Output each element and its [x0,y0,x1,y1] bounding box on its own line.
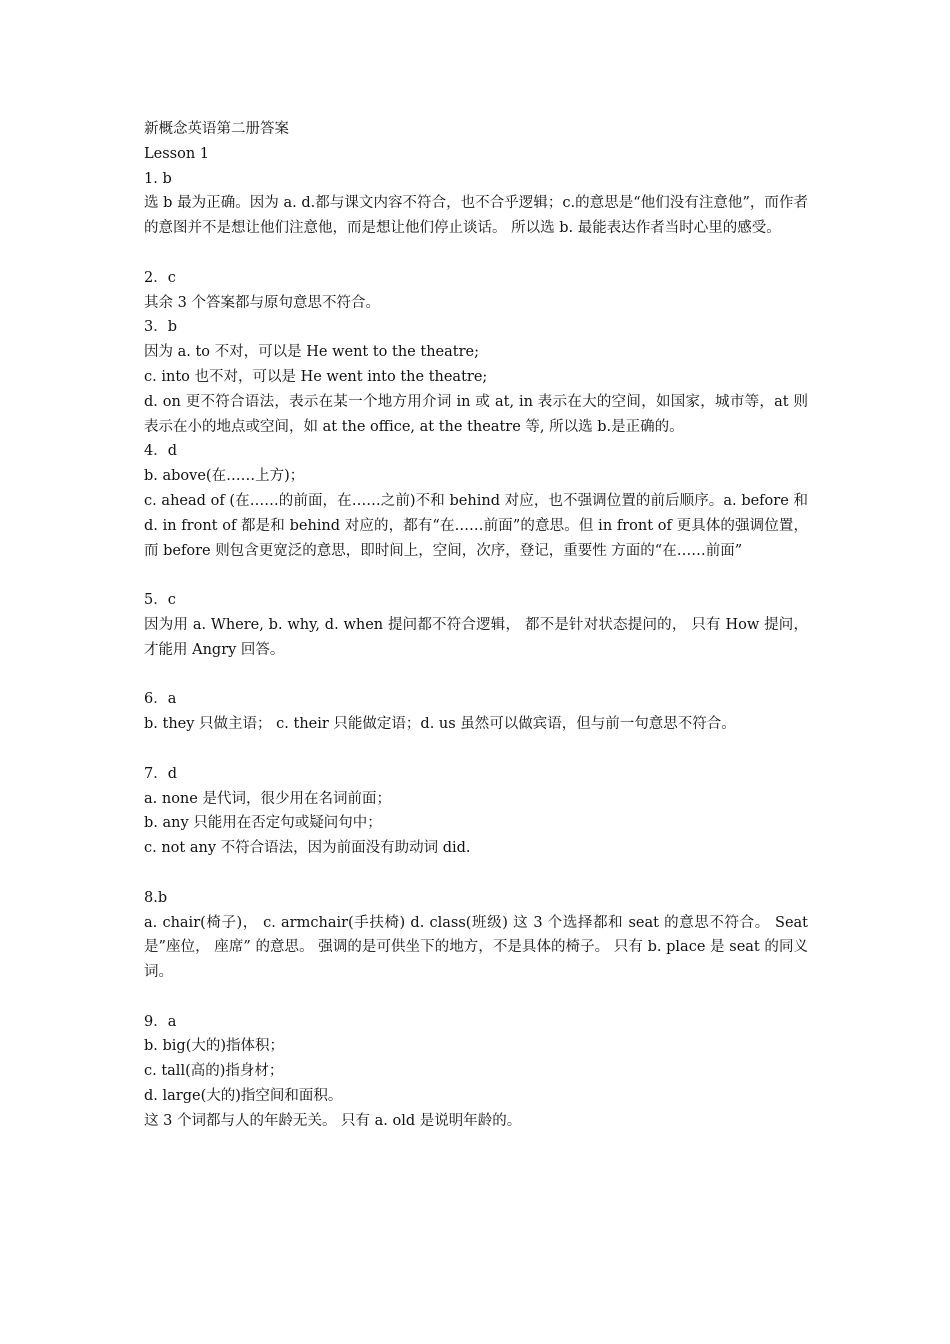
question-8-explanation: a. chair(椅子)， c. armchair(手扶椅) d. class(班级) 这 3 个选择都和 seat 的意思不符合。 Seat 是”座位， 座席” 的意思。 强调的是可供坐下的地方，不是具体的椅子。 只有 b. place 是 seat 的同义词。 [144,914,808,981]
question-6-explanation: b. they 只做主语； c. their 只能做定语；d. us 虽然可以做宾语，但与前一句意思不符合。 [144,716,736,733]
question-7-explanation-line: c. not any 不符合语法，因为前面没有助动词 did. [144,840,471,857]
spacer [144,241,808,266]
question-3-answer: 3．b [144,319,178,336]
question-8-answer: 8.b [144,889,168,906]
question-2-answer: 2．c [144,269,176,286]
question-1-answer: 1. b [144,170,172,187]
question-7-explanation-line: a. none 是代词，很少用在名词前面； [144,790,391,807]
question-9-explanation-line: b. big(大的)指体积； [144,1038,285,1055]
spacer [144,563,808,588]
question-7-answer: 7．d [144,765,178,782]
question-4-explanation-line: b. above(在……上方)； [144,468,305,485]
document-title: 新概念英语第二册答案 [144,121,289,137]
spacer [144,737,808,762]
question-6-answer: 6．a [144,691,177,708]
question-1-explanation: 选 b 最为正确。因为 a. d.都与课文内容不符合，也不合乎逻辑；c.的意思是“他们没有注意他”，而作者的意图并不是想让他们注意他，而是想让他们停止谈话。 所以选 b. 最能表达作者当时心里的感受。 [144,195,808,237]
spacer [144,663,808,688]
question-9-explanation-line: 这 3 个词都与人的年龄无关。 只有 a. old 是说明年龄的。 [144,1112,522,1129]
question-9-explanation-line: c. tall(高的)指身材； [144,1063,284,1080]
question-3-explanation-line: d. on 更不符合语法，表示在某一个地方用介词 in 或 at, in 表示在大的空间，如国家，城市等，at 则表示在小的地点或空间，如 at the office, at the theatre 等, 所以选 b.是正确的。 [144,393,808,435]
question-3-explanation-line: 因为 a. to 不对，可以是 He went to the theatre; [144,344,479,361]
question-9-explanation-line: d. large(大的)指空间和面积。 [144,1088,343,1105]
question-9-answer: 9．a [144,1013,177,1030]
question-4-answer: 4．d [144,443,178,460]
lesson-heading: Lesson 1 [144,145,209,162]
spacer [144,861,808,886]
spacer [144,985,808,1010]
question-5-answer: 5．c [144,592,176,609]
question-5-explanation: 因为用 a. Where, b. why, d. when 提问都不符合逻辑， 都不是针对状态提问的， 只有 How 提问，才能用 Angry 回答。 [144,616,808,658]
question-2-explanation: 其余 3 个答案都与原句意思不符合。 [144,294,380,311]
question-7-explanation-line: b. any 只能用在否定句或疑问句中； [144,815,382,832]
question-4-explanation-line: c. ahead of (在……的前面，在……之前)不和 behind 对应，也不强调位置的前后顺序。a. before 和 d. in front of 都是和 behind 对应的，都有“在……前面”的意思。但 in front of 更具体的强调位置，而 before 则包含更宽泛的意思，即时间上，空间，次序，登记，重要性 方面的“在……前面” [144,492,808,559]
question-3-explanation-line: c. into 也不对，可以是 He went into the theatre; [144,368,488,385]
document-page [144,117,808,1134]
